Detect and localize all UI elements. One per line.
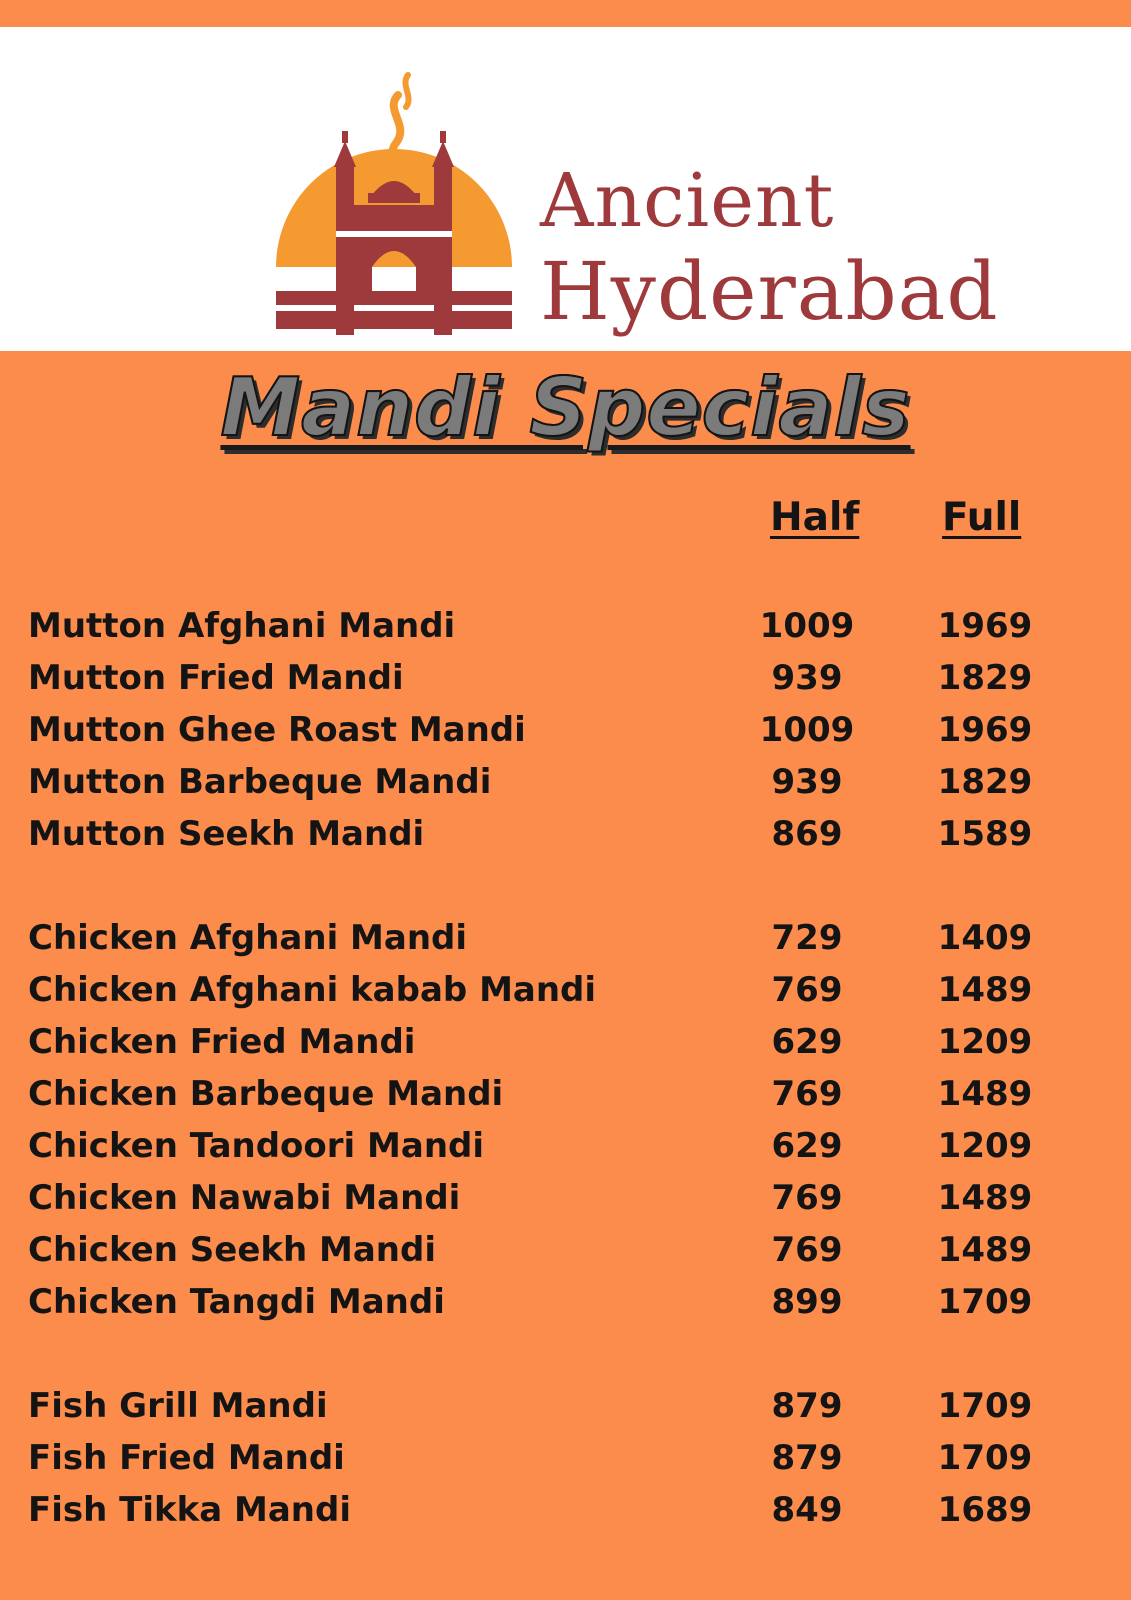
full-price: 1689: [937, 1490, 1033, 1530]
full-price: 1489: [937, 1230, 1033, 1270]
menu-item: [0, 1070, 1131, 1118]
menu-item: [0, 1434, 1131, 1482]
item-name: Chicken Nawabi Mandi: [28, 1178, 461, 1218]
menu-item: [0, 654, 1131, 702]
half-column-header: Half: [770, 495, 860, 540]
menu-item: [0, 758, 1131, 806]
half-price: 1009: [759, 606, 855, 646]
item-name: Mutton Ghee Roast Mandi: [28, 710, 526, 750]
menu-item: [0, 1122, 1131, 1170]
menu-item: [0, 1382, 1131, 1430]
half-price: 769: [771, 970, 843, 1010]
item-name: Chicken Afghani kabab Mandi: [28, 970, 597, 1010]
menu-item: [0, 1018, 1131, 1066]
item-name: Chicken Tandoori Mandi: [28, 1126, 485, 1166]
half-price: 849: [771, 1490, 843, 1530]
menu-item: [0, 810, 1131, 858]
half-price: 769: [771, 1074, 843, 1114]
full-price: 1709: [937, 1438, 1033, 1478]
full-column-header: Full: [942, 495, 1022, 540]
half-price: 629: [771, 1126, 843, 1166]
full-price: 1409: [937, 918, 1033, 958]
item-name: Fish Grill Mandi: [28, 1386, 328, 1426]
menu-item: [0, 706, 1131, 754]
half-price: 869: [771, 814, 843, 854]
half-price: 629: [771, 1022, 843, 1062]
full-price: 1969: [937, 606, 1033, 646]
half-price: 729: [771, 918, 843, 958]
brand-name-line-1: Ancient: [540, 158, 835, 244]
item-name: Chicken Seekh Mandi: [28, 1230, 436, 1270]
full-price: 1589: [937, 814, 1033, 854]
half-price: 899: [771, 1282, 843, 1322]
menu-item: [0, 966, 1131, 1014]
full-price: 1829: [937, 762, 1033, 802]
item-name: Mutton Seekh Mandi: [28, 814, 425, 854]
menu-item: [0, 1486, 1131, 1534]
half-price: 769: [771, 1230, 843, 1270]
item-name: Fish Fried Mandi: [28, 1438, 345, 1478]
half-price: 1009: [759, 710, 855, 750]
full-price: 1969: [937, 710, 1033, 750]
page-title: Mandi Specials: [220, 361, 911, 454]
brand-name-line-2: Hyderabad: [540, 245, 999, 338]
item-name: Chicken Barbeque Mandi: [28, 1074, 504, 1114]
item-name: Chicken Afghani Mandi: [28, 918, 468, 958]
menu-item: [0, 1278, 1131, 1326]
half-price: 939: [771, 658, 843, 698]
menu-item: [0, 1226, 1131, 1274]
item-name: Mutton Barbeque Mandi: [28, 762, 492, 802]
half-price: 879: [771, 1438, 843, 1478]
menu-item: [0, 1174, 1131, 1222]
item-name: Mutton Fried Mandi: [28, 658, 404, 698]
full-price: 1829: [937, 658, 1033, 698]
item-name: Mutton Afghani Mandi: [28, 606, 456, 646]
menu-item: [0, 602, 1131, 650]
half-price: 879: [771, 1386, 843, 1426]
full-price: 1489: [937, 1074, 1033, 1114]
full-price: 1489: [937, 1178, 1033, 1218]
full-price: 1209: [937, 1126, 1033, 1166]
half-price: 939: [771, 762, 843, 802]
full-price: 1709: [937, 1282, 1033, 1322]
full-price: 1489: [937, 970, 1033, 1010]
full-price: 1209: [937, 1022, 1033, 1062]
item-name: Chicken Fried Mandi: [28, 1022, 416, 1062]
full-price: 1709: [937, 1386, 1033, 1426]
menu-item: [0, 914, 1131, 962]
item-name: Chicken Tangdi Mandi: [28, 1282, 445, 1322]
half-price: 769: [771, 1178, 843, 1218]
item-name: Fish Tikka Mandi: [28, 1490, 351, 1530]
